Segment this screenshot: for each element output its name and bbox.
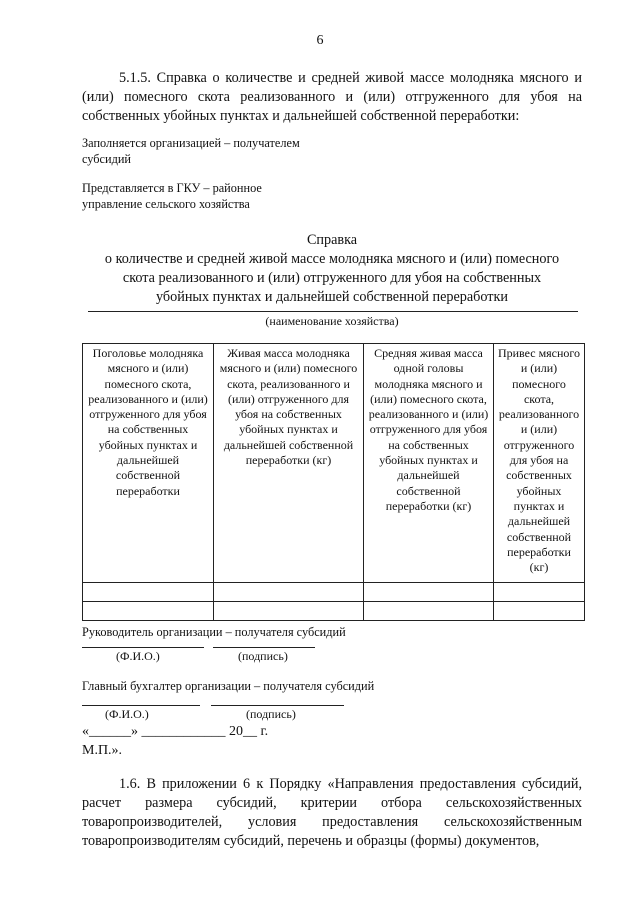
- stamp-mark: М.П.».: [82, 743, 123, 758]
- table-cell[interactable]: [364, 602, 494, 621]
- form-title-line-3: убойных пунктах и дальнейшей собственной переработки: [156, 289, 508, 305]
- table-cell[interactable]: [83, 583, 214, 602]
- column-header-average-weight: Средняя живая масса одной головы молодняка мясного и (или) помесного скота, реализованного и (или) отгруженного для убоя на собственных убойных пунктах и дальнейшей собственной переработки (кг): [364, 344, 494, 583]
- table-row: [83, 602, 585, 621]
- accountant-name-caption: (Ф.И.О.): [105, 707, 149, 721]
- table-cell[interactable]: [364, 583, 494, 602]
- form-title-line-1: о количестве и средней живой массе молодняка мясного и (или) помесного: [104, 251, 560, 267]
- accountant-signature-caption: (подпись): [246, 707, 296, 721]
- table-cell[interactable]: [83, 602, 214, 621]
- accountant-name-field[interactable]: [82, 705, 200, 706]
- head-name-caption: (Ф.И.О.): [116, 649, 160, 663]
- head-signature-field[interactable]: [213, 647, 315, 648]
- head-name-field[interactable]: [82, 647, 204, 648]
- table-header-row: [83, 344, 585, 583]
- submitted-to-line-2: управление сельского хозяйства: [82, 197, 250, 211]
- column-header-headcount: Поголовье молодняка мясного и (или) помесного скота, реализованного и (или) отгруженного для убоя на собственных убойных пунктах и дальнейшей собственной переработки: [83, 344, 214, 583]
- table-cell[interactable]: [214, 602, 364, 621]
- form-title-line-2: скота реализованного и (или) отгруженного для убоя на собственных: [122, 270, 542, 286]
- table-cell[interactable]: [494, 602, 585, 621]
- column-header-live-weight: Живая масса молодняка мясного и (или) помесного скота, реализованного и (или) отгруженного для убоя на собственных убойных пунктах и дальнейшей собственной переработки (кг): [214, 344, 364, 583]
- form-title: [82, 231, 582, 307]
- submitted-to-note: [82, 180, 582, 212]
- filled-by-line-1: Заполняется организацией – получателем: [82, 136, 300, 150]
- column-header-weight-gain: Привес мясного и (или) помесного скота, реализованного и (или) отгруженного для убоя на собственных убойных пунктах и дальнейшей собственной переработки (кг): [494, 344, 585, 583]
- head-signature-caption: (подпись): [238, 649, 288, 663]
- head-signature-label: Руководитель организации – получателя субсидий: [82, 625, 346, 639]
- filled-by-line-2: субсидий: [82, 152, 131, 166]
- table-row: [83, 583, 585, 602]
- date-line: «______» ____________ 20__ г.: [82, 724, 269, 739]
- table-cell[interactable]: [494, 583, 585, 602]
- closing-paragraph: 1.6. В приложении 6 к Порядку «Направления предоставления субсидий, расчет размера субсидий, критерии отбора сельскохозяйственных товаропроизводителей, условия предоставления сельскохозяйственным товаропроизводителям субсидий, перечень и образцы (формы) документов,: [82, 776, 582, 849]
- form-heading: Справка: [306, 232, 358, 248]
- table-cell[interactable]: [214, 583, 364, 602]
- farm-name-field[interactable]: [88, 311, 578, 312]
- page-number: 6: [316, 33, 324, 48]
- section-intro: 5.1.5. Справка о количестве и средней живой массе молодняка мясного и (или) помесного скота реализованного и (или) отгруженного для убоя на собственных убойных пунктах и дальнейшей собственной переработки:: [82, 70, 582, 124]
- submitted-to-line-1: Представляется в ГКУ – районное: [82, 181, 262, 195]
- accountant-signature-label: Главный бухгалтер организации – получателя субсидий: [82, 679, 375, 693]
- data-table: [82, 343, 585, 621]
- accountant-signature-field[interactable]: [211, 705, 344, 706]
- farm-name-caption: (наименование хозяйства): [265, 314, 399, 328]
- filled-by-note: [82, 135, 582, 167]
